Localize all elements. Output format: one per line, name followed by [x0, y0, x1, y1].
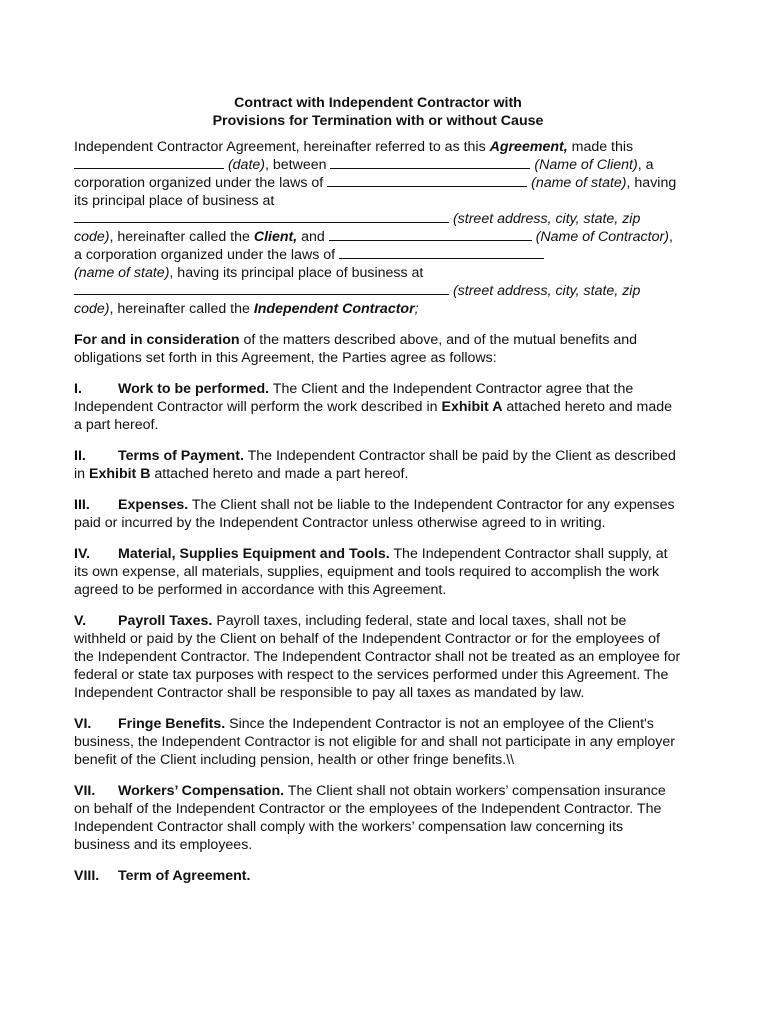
intro-text: , hereinafter called the: [109, 229, 254, 245]
contractor-address-blank[interactable]: [74, 282, 449, 295]
intro-text: , having its principal place of business at: [169, 265, 424, 281]
intro-text: and: [297, 229, 329, 245]
document-page: [74, 94, 682, 898]
section-5: [74, 612, 682, 702]
title-line-1: Contract with Independent Contractor with: [234, 95, 522, 111]
intro-paragraph: [74, 138, 682, 318]
section-text: The Client shall not be liable to the Independent Contractor for any expenses paid or incurred by the Independent Contractor unless otherwise agreed to in writing.: [74, 497, 675, 531]
consideration-lead: For and in consideration: [74, 332, 240, 348]
section-text: The Client and the Independent Contractor agree that the Independent Contractor will perform the work described in: [74, 381, 634, 415]
exhibit-reference: Exhibit B: [88, 466, 151, 482]
section-2: [74, 447, 682, 483]
client-term: Client,: [253, 229, 298, 245]
section-title: Work to be performed.: [118, 381, 270, 397]
section-number: IV.: [74, 546, 91, 562]
intro-text: made this: [567, 139, 634, 155]
section-title: Expenses.: [118, 497, 189, 513]
intro-text: ;: [414, 301, 419, 317]
contractor-name-blank[interactable]: [329, 228, 532, 241]
section-3: [74, 496, 682, 532]
section-6: [74, 715, 682, 769]
intro-text: , between: [265, 157, 331, 173]
client-name-blank[interactable]: [330, 156, 530, 169]
section-number: V.: [74, 613, 87, 629]
consideration-paragraph: [74, 331, 682, 367]
title-line-2: Provisions for Termination with or without Cause: [212, 113, 544, 129]
section-text: The Independent Contractor shall supply, at its own expense, all materials, supplies, equipment and tools required to accomplish the work agreed to be performed in accordance with this Agreement.: [74, 546, 668, 598]
intro-text: , a corporation organized under the laws of: [74, 229, 673, 263]
date-blank[interactable]: [74, 156, 224, 169]
section-8: [74, 867, 682, 885]
client-state-blank[interactable]: [327, 174, 527, 187]
client-address-blank[interactable]: [74, 210, 449, 223]
contractor-term: Independent Contractor: [253, 301, 415, 317]
section-title: Payroll Taxes.: [118, 613, 213, 629]
intro-text: , a corporation organized under the laws of: [74, 157, 654, 191]
intro-text: Independent Contractor Agreement, hereinafter referred to as this: [74, 139, 490, 155]
contractor-state-blank[interactable]: [339, 246, 544, 259]
section-text: attached hereto and made a part hereof.: [74, 399, 673, 433]
document-title: [74, 94, 682, 130]
section-text: The Independent Contractor shall be paid by the Client as described in: [74, 448, 676, 482]
section-title: Term of Agreement.: [118, 868, 251, 884]
client-name-label: (Name of Client): [530, 157, 638, 173]
section-text: Since the Independent Contractor is not an employee of the Client's business, the Independent Contractor is not eligible for and shall not participate in any employer benefit of the Client including pension, health or other fringe benefits.\\: [74, 716, 675, 768]
section-1: [74, 380, 682, 434]
section-text: Payroll taxes, including federal, state and local taxes, shall not be withheld or paid by the Client on behalf of the Independent Contractor or for the employees of the Independent Contractor. The Independent Contractor shall not be treated as an employee for federal or state tax purposes with respect to the services performed under this Agreement. The Independent Contractor shall be responsible to pay all taxes as mandated by law.: [74, 613, 681, 701]
section-4: [74, 545, 682, 599]
section-7: [74, 782, 682, 854]
section-title: Fringe Benefits.: [118, 716, 226, 732]
address-label: (street address, city, state, zip code): [74, 283, 641, 317]
section-number: VIII.: [74, 868, 100, 884]
exhibit-reference: Exhibit A: [441, 399, 503, 415]
section-number: III.: [74, 497, 90, 513]
state-label: (name of state): [74, 265, 170, 281]
section-title: Workers’ Compensation.: [118, 783, 285, 799]
section-number: VI.: [74, 716, 92, 732]
section-number: I.: [74, 381, 82, 397]
section-title: Terms of Payment.: [118, 448, 244, 464]
section-text: The Client shall not obtain workers’ compensation insurance on behalf of the Independent Contractor or the employees of the Independent Contractor. The Independent Contractor shall comply with the workers’ compensation law concerning its business and its employees.: [74, 783, 666, 853]
intro-text: , having its principal place of business at: [74, 175, 677, 209]
address-label: (street address, city, state, zip code): [74, 211, 641, 245]
date-label: (date): [224, 157, 266, 173]
section-number: II.: [74, 448, 86, 464]
contractor-name-label: (Name of Contractor): [531, 229, 669, 245]
agreement-term: Agreement,: [489, 139, 568, 155]
state-label: (name of state): [527, 175, 627, 191]
section-number: VII.: [74, 783, 96, 799]
section-text: attached hereto and made a part hereof.: [150, 466, 409, 482]
consideration-text: of the matters described above, and of the mutual benefits and obligations set forth in this Agreement, the Parties agree as follows:: [74, 332, 638, 366]
section-title: Material, Supplies Equipment and Tools.: [118, 546, 390, 562]
intro-text: , hereinafter called the: [109, 301, 254, 317]
